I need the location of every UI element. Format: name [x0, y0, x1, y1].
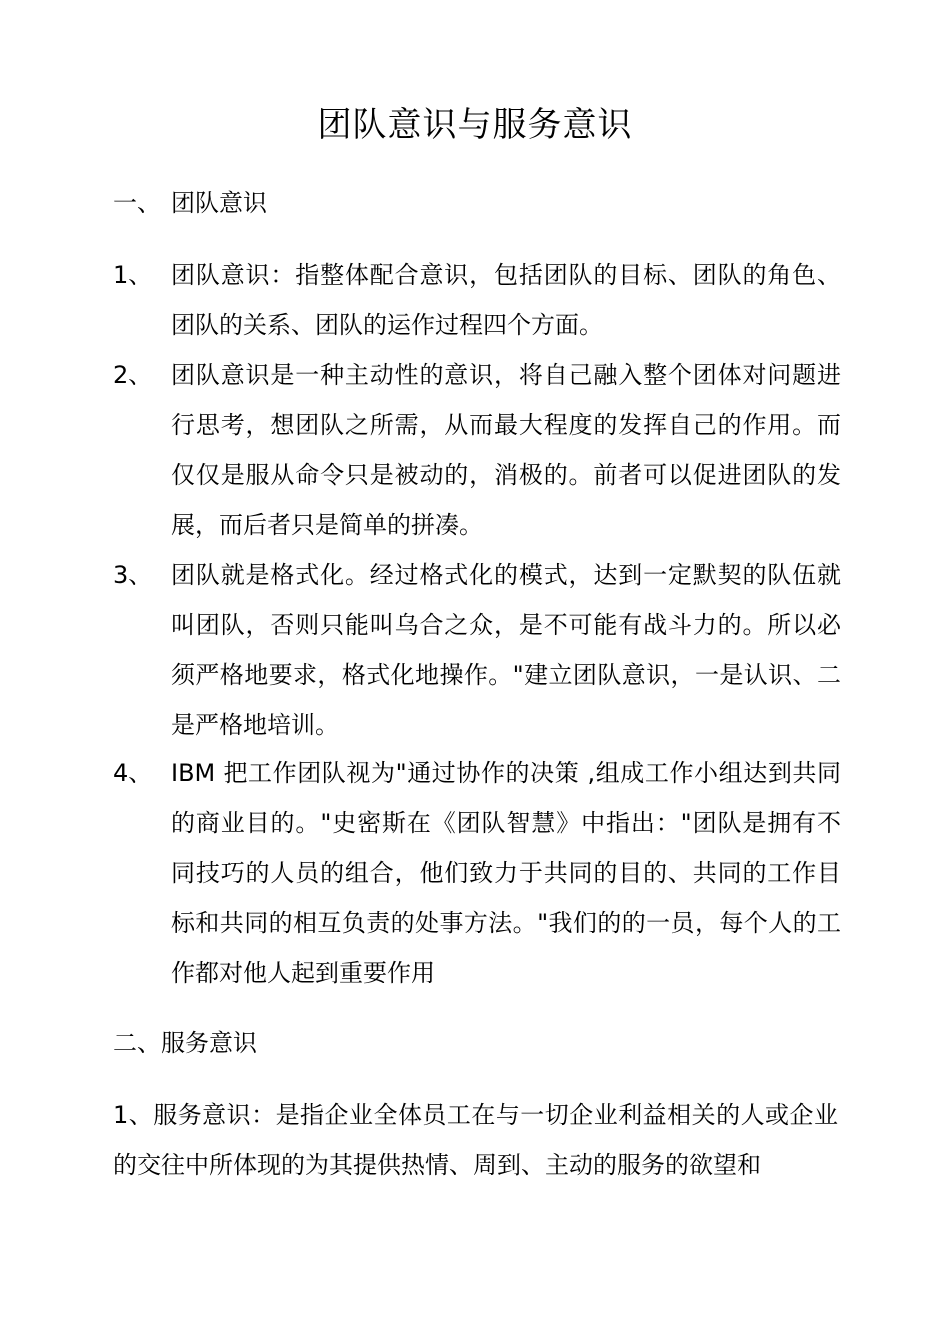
- section-number: 一、: [113, 189, 161, 217]
- list-item-text: 团队就是格式化。经过格式化的模式，达到一定默契的队伍就叫团队，否则只能叫乌合之众，是不可能有战斗力的。所以必须严格地要求，格式化地操作。"建立团队意识，一是认识、二是严格地培训。: [171, 561, 841, 739]
- list-item-text: 团队意识是一种主动性的意识，将自己融入整个团体对问题进行思考，想团队之所需，从而最大程度的发挥自己的作用。而仅仅是服从命令只是被动的，消极的。前者可以促进团队的发展，而后者只是简单的拼凑。: [171, 361, 841, 539]
- section-heading-service-awareness: 二、服务意识: [113, 1029, 257, 1057]
- list-item-number: 1、: [113, 261, 153, 289]
- list-item: [113, 748, 843, 998]
- list-item: [113, 350, 843, 550]
- list-item-text: IBM 把工作团队视为"通过协作的决策 ,组成工作小组达到共同的商业目的。"史密斯在《团队智慧》中指出："团队是拥有不同技巧的人员的组合，他们致力于共同的目的、共同的工作目标和共同的相互负责的处事方法。"我们的的一员，每个人的工作都对他人起到重要作用: [171, 759, 841, 987]
- list-item-number: 2、: [113, 361, 153, 389]
- list-item-number: 3、: [113, 561, 153, 589]
- list-item-text: 团队意识：指整体配合意识，包括团队的目标、团队的角色、团队的关系、团队的运作过程四个方面。: [171, 261, 841, 339]
- list-item: [113, 250, 843, 350]
- list-item-number: 4、: [113, 759, 153, 787]
- section-heading-team-awareness: [113, 185, 267, 221]
- section-title: 团队意识: [171, 189, 267, 217]
- page-title: 团队意识与服务意识: [317, 105, 633, 145]
- service-awareness-paragraph: 1、服务意识：是指企业全体员工在与一切企业利益相关的人或企业的交往中所体现的为其提供热情、周到、主动的服务的欲望和: [113, 1101, 838, 1179]
- list-item: [113, 550, 843, 750]
